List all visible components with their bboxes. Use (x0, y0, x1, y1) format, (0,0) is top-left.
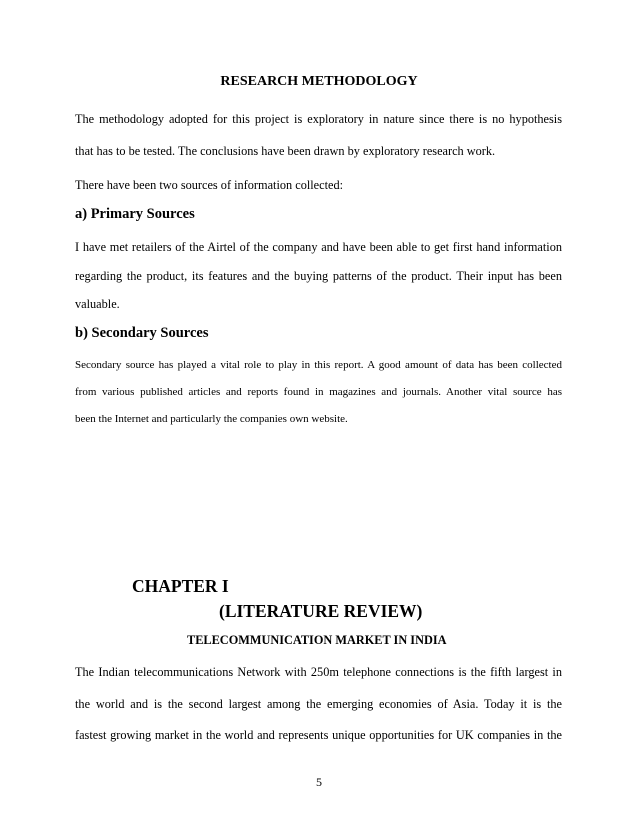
chapter-subtitle: (LITERATURE REVIEW) (219, 601, 423, 621)
chapter-line-2: the world and is the second largest among the emerging economies of Asia. Today it is the (75, 697, 562, 711)
secondary-line-3: been the Internet and particularly the companies own website. (75, 413, 348, 425)
sources-intro: There have been two sources of information collected: (75, 178, 344, 192)
secondary-line-1: Secondary source has played a vital role to play in this report. A good amount of data has been collected (75, 359, 562, 371)
page-number: 5 (316, 775, 322, 789)
primary-line-2: regarding the product, its features and the buying patterns of the product. Their input has been (75, 269, 562, 283)
page-title: RESEARCH METHODOLOGY (220, 74, 418, 89)
chapter-line-3: fastest growing market in the world and represents unique opportunities for UK companies in the (75, 728, 562, 742)
primary-sources-heading: a) Primary Sources (75, 206, 195, 222)
section-heading: TELECOMMUNICATION MARKET IN INDIA (187, 633, 447, 647)
intro-line-2: that has to be tested. The conclusions have been drawn by exploratory research work. (75, 144, 496, 158)
chapter-title: CHAPTER I (132, 576, 229, 596)
intro-line-1: The methodology adopted for this project is exploratory in nature since there is no hypothesis (75, 112, 562, 126)
secondary-line-2: from various published articles and reports found in magazines and journals. Another vital source has (75, 386, 562, 398)
secondary-sources-heading: b) Secondary Sources (75, 325, 209, 341)
primary-line-3: valuable. (75, 297, 120, 311)
primary-line-1: I have met retailers of the Airtel of the company and have been able to get first hand information (75, 240, 562, 254)
chapter-line-1: The Indian telecommunications Network with 250m telephone connections is the fifth largest in (75, 665, 562, 679)
